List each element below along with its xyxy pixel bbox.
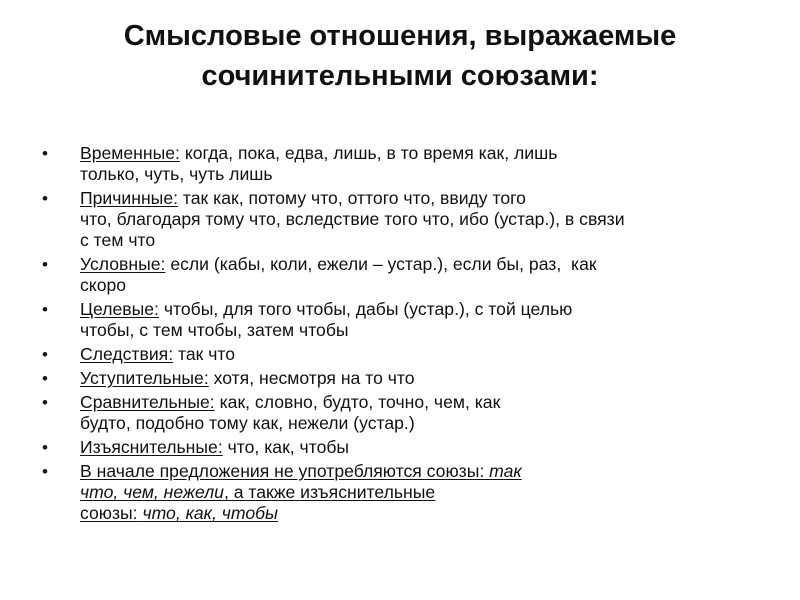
bullet-icon: • xyxy=(42,189,48,208)
bullet-icon: • xyxy=(42,462,48,481)
item-line xyxy=(80,368,757,389)
item-text: только, чуть, чуть лишь xyxy=(80,164,273,184)
item-line xyxy=(80,188,757,209)
note-text: , а также изъяснительные xyxy=(223,482,436,502)
item-text: так что xyxy=(177,344,236,364)
bullet-icon: • xyxy=(42,255,48,274)
category-label: Изъяснительные: xyxy=(80,437,223,457)
category-label: Условные: xyxy=(80,254,166,274)
list-item-purpose xyxy=(42,299,757,341)
item-text: если (кабы, коли, ежели – устар.), если бы, раз, как xyxy=(170,254,597,274)
item-line xyxy=(80,437,757,458)
bullet-icon: • xyxy=(42,345,48,364)
item-text: скоро xyxy=(80,275,127,295)
conjunction-list xyxy=(42,143,757,527)
note-line-1 xyxy=(80,461,757,482)
note-line-2 xyxy=(80,482,757,503)
item-line xyxy=(80,392,757,413)
category-label: Временные: xyxy=(80,143,180,163)
note-conjunction: что, как, чтобы xyxy=(142,503,278,523)
title-line-2: сочинительными союзами: xyxy=(201,60,599,92)
bullet-icon: • xyxy=(42,300,48,319)
item-text: с тем что xyxy=(80,230,156,250)
item-text: когда, пока, едва, лишь, в то время как, лишь xyxy=(184,143,558,163)
list-item-comparative xyxy=(42,392,757,434)
list-item-temporal xyxy=(42,143,757,185)
item-line xyxy=(80,344,757,365)
note-text: союзы: xyxy=(80,503,138,523)
item-text: что, как, чтобы xyxy=(227,437,350,457)
list-item-causal xyxy=(42,188,757,251)
category-label: Следствия: xyxy=(80,344,174,364)
list-item-explanatory xyxy=(42,437,757,458)
category-label: Сравнительные: xyxy=(80,392,215,412)
item-line xyxy=(80,254,757,275)
bullet-icon: • xyxy=(42,393,48,412)
list-item-conditional xyxy=(42,254,757,296)
item-text: чтобы, для того чтобы, дабы (устар.), с той целью xyxy=(163,299,573,319)
category-label: Целевые: xyxy=(80,299,159,319)
item-text: хотя, несмотря на то что xyxy=(213,368,415,388)
list-item-concessive xyxy=(42,368,757,389)
category-label: Причинные: xyxy=(80,188,179,208)
item-text: как, словно, будто, точно, чем, как xyxy=(219,392,501,412)
item-line xyxy=(80,299,757,320)
item-text: будто, подобно тому как, нежели (устар.) xyxy=(80,413,415,433)
bullet-icon: • xyxy=(42,369,48,388)
item-text: что, благодаря тому что, вследствие того что, ибо (устар.), в связи xyxy=(80,209,625,229)
bullet-icon: • xyxy=(42,438,48,457)
title-line-1: Смысловые отношения, выражаемые xyxy=(123,20,677,52)
bullet-icon: • xyxy=(42,144,48,163)
note-conjunction: что, чем, нежели xyxy=(80,482,224,502)
note-conjunction: так xyxy=(489,461,522,481)
item-text: чтобы, с тем чтобы, затем чтобы xyxy=(80,320,349,340)
slide-title xyxy=(40,16,760,96)
item-text: так как, потому что, оттого что, ввиду того xyxy=(182,188,526,208)
item-line xyxy=(80,143,757,164)
note-line-3 xyxy=(80,503,757,524)
note-text: В начале предложения не употребляются союзы: xyxy=(80,461,485,481)
category-label: Уступительные: xyxy=(80,368,209,388)
list-item-note xyxy=(42,461,757,524)
list-item-consequence xyxy=(42,344,757,365)
